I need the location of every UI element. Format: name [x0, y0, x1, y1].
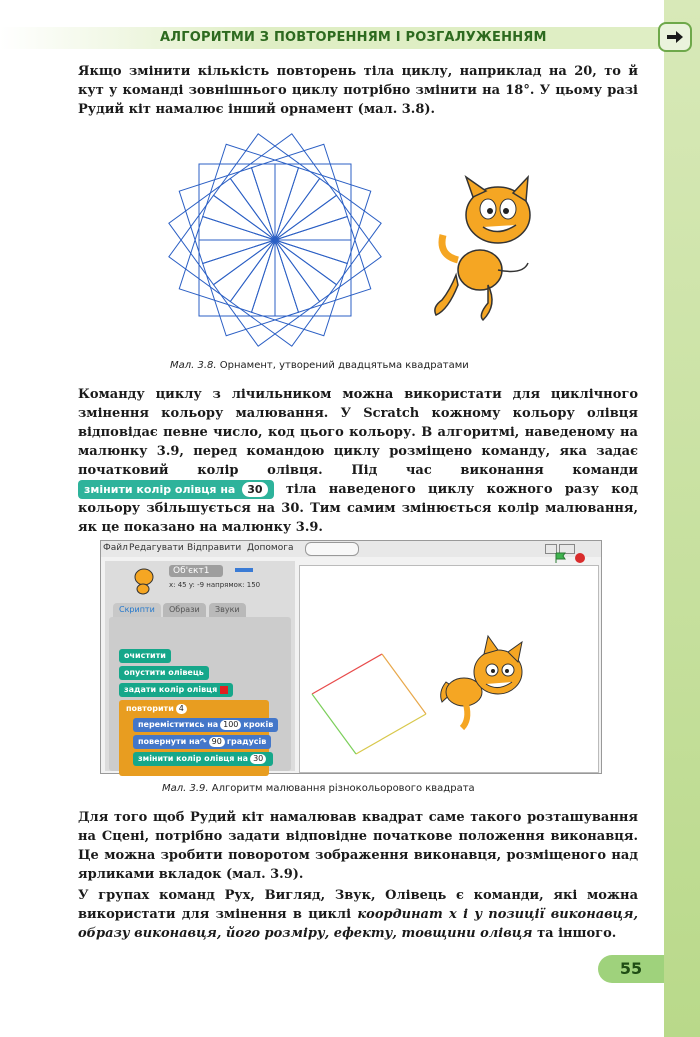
paragraph-4 [78, 886, 638, 943]
sprite-coords: x: 45 y: -9 напрямок: 150 [169, 581, 261, 589]
move-value-input[interactable]: 100 [220, 720, 241, 730]
ornament-square [275, 240, 351, 316]
ornament-square [275, 164, 351, 240]
change-pen-color-block [78, 480, 274, 499]
chapter-title: АЛГОРИТМИ З ПОВТОРЕННЯМ І РОЗГАЛУЖЕННЯМ [160, 30, 547, 45]
block-change-color[interactable] [133, 752, 273, 766]
page-number: 55 [598, 955, 664, 983]
ornament-figure [160, 125, 390, 355]
figure-3-8-caption [170, 360, 469, 371]
tab-costumes[interactable]: Образи [163, 603, 206, 617]
sprite-info [109, 563, 289, 603]
arrow-right-icon [665, 29, 685, 45]
paragraph-4-italic: координат x і y позиції виконавця, образу виконавця, його розміру, ефекту, товщини олівця [78, 907, 638, 941]
ornament-square [275, 168, 371, 264]
caption-number: Мал. 3.8. [170, 360, 217, 371]
block-move-label: переміститись на [138, 720, 219, 729]
paragraph-4-text-b: та іншого. [537, 926, 617, 941]
menu-item-help[interactable]: Допомога [247, 543, 294, 553]
menu-bar [101, 541, 601, 557]
paragraph-3: Для того щоб Рудий кіт намалював квадрат саме такого розташування на Сцені, потрібно задати відповідне початкове положення виконавця. Це можна зробити поворотом зображення виконавця, розміщеного над ярликами вкладок (мал. 3.9). [78, 810, 638, 882]
figure-3-9-caption [162, 783, 475, 794]
paragraph-2-text-a: Команду циклу з лічильником можна використати для циклічного змінення кольору малювання. У Scratch кожному кольору олівця відповідає певне число, код цього кольору. В алгоритмі, наведеному на малюнку 3.9, перед командою циклу розміщено команду, яка задає початковий колір олівця. Під час виконання команди [78, 387, 638, 478]
sprite-panel [105, 561, 295, 771]
direction-indicator [235, 568, 253, 572]
tool-buttons[interactable] [305, 542, 359, 556]
scripts-area [109, 617, 291, 771]
paragraph-4-text-a: У групах команд Рух, Вигляд, Звук, Олівець є команди, які можна використати для змінення в циклі [78, 888, 638, 922]
color-swatch[interactable] [220, 686, 228, 694]
caption-text: Алгоритм малювання різнокольорового квадрата [211, 783, 475, 794]
change-pen-color-label: змінити колір олівця на [84, 483, 236, 496]
menu-item-file[interactable]: Файл [103, 543, 128, 553]
ornament-square [199, 164, 275, 240]
block-turn-label: повернути на [138, 737, 200, 746]
ornament-square [203, 144, 299, 240]
block-set-pen-color[interactable] [119, 683, 233, 697]
ornament-square [252, 240, 348, 336]
block-repeat-label: повторити [126, 704, 174, 713]
tab-scripts[interactable]: Скрипти [113, 603, 161, 617]
paragraph-2 [78, 385, 638, 537]
block-move-unit: кроків [243, 720, 274, 729]
block-pen-down[interactable]: опустити олівець [119, 666, 209, 680]
ornament-square [275, 217, 371, 313]
stop-icon[interactable] [574, 552, 586, 564]
sprite-name-field[interactable]: Об'єкт1 [169, 565, 223, 577]
stage[interactable] [299, 565, 599, 773]
menu-item-share[interactable]: Відправити [187, 543, 242, 553]
turn-arrow-icon: ↷ [199, 737, 207, 746]
paragraph-1: Якщо змінити кількість повторень тіла циклу, наприклад на 20, то й кут у команді зовнішнього циклу потрібно змінити на 18°. У цьому разі Рудий кіт намалює інший орнамент (мал. 3.8). [78, 64, 638, 117]
green-flag-icon[interactable] [554, 552, 568, 564]
menu-item-edit[interactable]: Редагувати [129, 543, 184, 553]
block-clear[interactable]: очистити [119, 649, 171, 663]
caption-text: Орнамент, утворений двадцятьма квадратами [219, 360, 469, 371]
block-turn[interactable] [133, 735, 271, 749]
ornament-square [203, 240, 299, 336]
block-change-color-label: змінити колір олівця на [138, 754, 249, 763]
tab-sounds[interactable]: Звуки [209, 603, 246, 617]
sprite-thumbnail-icon[interactable] [129, 565, 159, 595]
scratch-cat-image [428, 175, 558, 325]
ornament-square [179, 168, 275, 264]
ornament-square [179, 217, 275, 313]
ornament-square [252, 144, 348, 240]
scratch-editor-screenshot [100, 540, 602, 774]
change-pen-color-value: 30 [242, 482, 267, 497]
block-set-pen-color-label: задати колір олівця [124, 685, 218, 694]
block-move[interactable] [133, 718, 278, 732]
side-margin-strip [664, 0, 700, 1037]
next-page-button[interactable] [658, 22, 692, 52]
chapter-header [0, 27, 664, 49]
repeat-count-input[interactable]: 4 [176, 704, 187, 714]
block-repeat-header [121, 702, 194, 716]
change-color-value-input[interactable]: 30 [250, 754, 266, 764]
turn-value-input[interactable]: 90 [209, 737, 225, 747]
caption-number: Мал. 3.9. [162, 783, 209, 794]
paragraph-2-text-b: тіла наведеного циклу кожного разу код кольору збільшується на 30. Тим самим змінюється колір малювання, як це показано на малюнку 3.9. [78, 482, 638, 535]
stage-cat-sprite[interactable] [436, 632, 536, 732]
ornament-square [199, 240, 275, 316]
block-turn-unit: градусів [226, 737, 267, 746]
